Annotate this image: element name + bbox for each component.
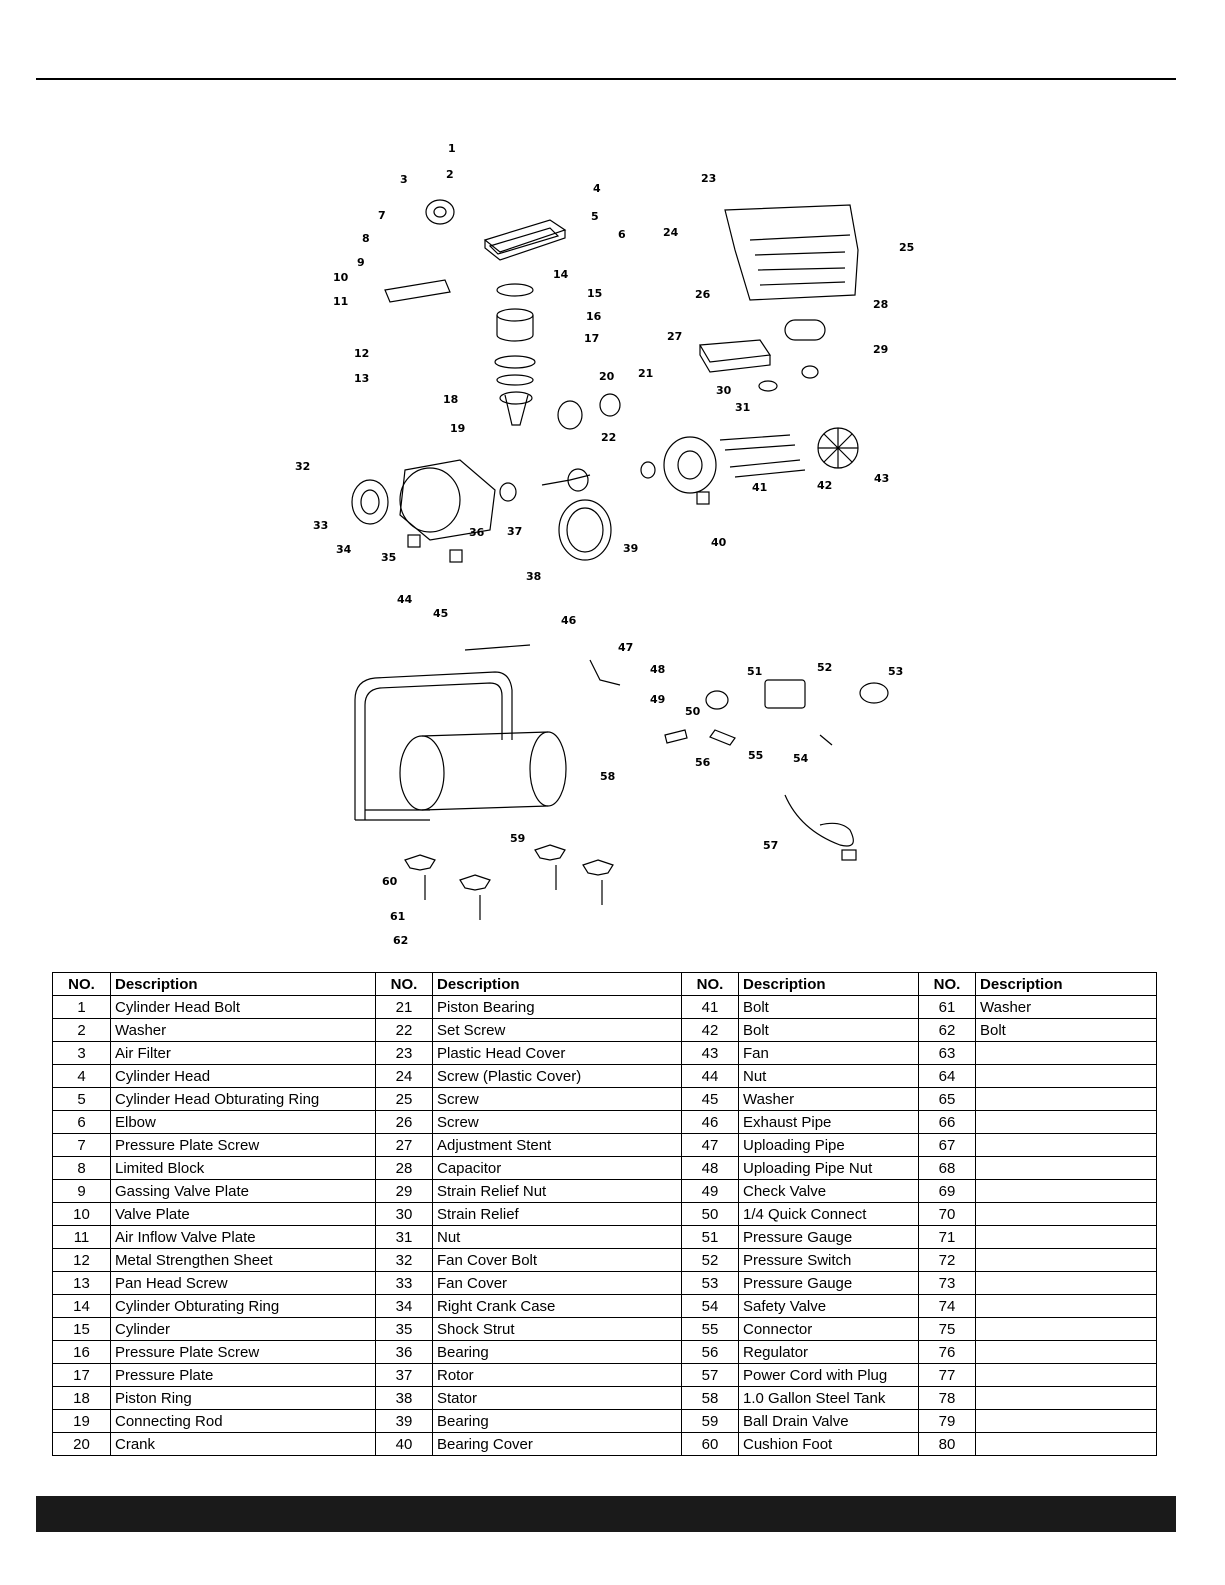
table-row: [53, 1226, 1157, 1249]
part-number: 39: [376, 1410, 433, 1433]
table-row: [53, 1387, 1157, 1410]
part-description: Plastic Head Cover: [433, 1042, 682, 1065]
callout-label-46: 46: [561, 614, 577, 627]
part-description: Stator: [433, 1387, 682, 1410]
part-description: Metal Strengthen Sheet: [111, 1249, 376, 1272]
callout-label-58: 58: [600, 770, 616, 783]
header-no-4: NO.: [919, 973, 976, 996]
part-description: Uploading Pipe Nut: [739, 1157, 919, 1180]
part-description: Bolt: [976, 1019, 1157, 1042]
callout-label-41: 41: [752, 481, 768, 494]
part-description: Crank: [111, 1433, 376, 1456]
part-number: 23: [376, 1042, 433, 1065]
pressure-switch-shape: [765, 680, 805, 708]
diagram-canvas: [280, 130, 940, 960]
part-number: 4: [53, 1065, 111, 1088]
callout-label-17: 17: [584, 332, 600, 345]
part-number: 18: [53, 1387, 111, 1410]
part-number: 75: [919, 1318, 976, 1341]
callout-label-2: 2: [446, 168, 454, 181]
part-description: [976, 1272, 1157, 1295]
quick-connect-shape: [665, 730, 687, 743]
callout-label-6: 6: [618, 228, 626, 241]
callout-label-33: 33: [313, 519, 329, 532]
part-number: 51: [682, 1226, 739, 1249]
callout-label-23: 23: [701, 172, 717, 185]
callout-label-51: 51: [747, 665, 763, 678]
header-description-1: Description: [111, 973, 376, 996]
part-number: 20: [53, 1433, 111, 1456]
part-description: Fan Cover Bolt: [433, 1249, 682, 1272]
callout-label-18: 18: [443, 393, 459, 406]
callout-label-49: 49: [650, 693, 666, 706]
part-number: 48: [682, 1157, 739, 1180]
part-description: Strain Relief: [433, 1203, 682, 1226]
callout-label-30: 30: [716, 384, 732, 397]
part-description: [976, 1410, 1157, 1433]
callout-label-13: 13: [354, 372, 370, 385]
part-number: 68: [919, 1157, 976, 1180]
part-number: 5: [53, 1088, 111, 1111]
table-row: [53, 1111, 1157, 1134]
callout-label-38: 38: [526, 570, 542, 583]
callout-label-56: 56: [695, 756, 711, 769]
part-number: 11: [53, 1226, 111, 1249]
valve-plate-shape: [385, 280, 450, 302]
part-description: [976, 1364, 1157, 1387]
header-description-2: Description: [433, 973, 682, 996]
exploded-parts-diagram: [280, 130, 940, 960]
callout-label-19: 19: [450, 422, 466, 435]
part-description: Nut: [739, 1065, 919, 1088]
callout-label-53: 53: [888, 665, 904, 678]
part-description: [976, 1341, 1157, 1364]
part-number: 49: [682, 1180, 739, 1203]
part-description: [976, 1180, 1157, 1203]
part-number: 74: [919, 1295, 976, 1318]
regulator-shape: [710, 730, 735, 745]
part-description: Piston Bearing: [433, 996, 682, 1019]
part-description: Air Inflow Valve Plate: [111, 1226, 376, 1249]
part-number: 32: [376, 1249, 433, 1272]
part-number: 79: [919, 1410, 976, 1433]
part-description: Rotor: [433, 1364, 682, 1387]
part-number: 3: [53, 1042, 111, 1065]
exhaust-pipe-shape: [465, 645, 530, 650]
part-description: Fan: [739, 1042, 919, 1065]
callout-label-61: 61: [390, 910, 406, 923]
rotor-shaft: [542, 475, 590, 485]
table-row: [53, 1364, 1157, 1387]
part-number: 45: [682, 1088, 739, 1111]
table-row: [53, 1410, 1157, 1433]
callout-label-28: 28: [873, 298, 889, 311]
callout-label-20: 20: [599, 370, 615, 383]
part-description: Cylinder Head: [111, 1065, 376, 1088]
callout-label-9: 9: [357, 256, 365, 269]
part-number: 35: [376, 1318, 433, 1341]
part-number: 2: [53, 1019, 111, 1042]
adjustment-stent-shape: [700, 340, 770, 362]
part-description: Bearing Cover: [433, 1433, 682, 1456]
part-number: 70: [919, 1203, 976, 1226]
bearing-cover-shape: [664, 437, 716, 493]
callout-label-52: 52: [817, 661, 833, 674]
part-description: Pan Head Screw: [111, 1272, 376, 1295]
part-number: 69: [919, 1180, 976, 1203]
part-description: Valve Plate: [111, 1203, 376, 1226]
capacitor-shape: [785, 320, 825, 340]
part-number: 72: [919, 1249, 976, 1272]
part-number: 73: [919, 1272, 976, 1295]
part-description: Pressure Plate Screw: [111, 1134, 376, 1157]
part-number: 6: [53, 1111, 111, 1134]
table-row: [53, 1065, 1157, 1088]
callout-label-27: 27: [667, 330, 683, 343]
part-number: 60: [682, 1433, 739, 1456]
uploading-pipe-shape: [590, 660, 620, 685]
table-row: [53, 996, 1157, 1019]
parts-table-body: [53, 996, 1157, 1456]
table-row: [53, 1249, 1157, 1272]
part-number: 62: [919, 1019, 976, 1042]
callout-label-3: 3: [400, 173, 408, 186]
part-number: 50: [682, 1203, 739, 1226]
callout-label-4: 4: [593, 182, 601, 195]
part-number: 76: [919, 1341, 976, 1364]
part-description: Washer: [111, 1019, 376, 1042]
callout-label-54: 54: [793, 752, 809, 765]
part-description: Screw: [433, 1088, 682, 1111]
part-description: Screw: [433, 1111, 682, 1134]
part-description: Air Filter: [111, 1042, 376, 1065]
part-description: Piston Ring: [111, 1387, 376, 1410]
table-row: [53, 1180, 1157, 1203]
part-description: Cylinder: [111, 1318, 376, 1341]
callout-label-37: 37: [507, 525, 523, 538]
callout-label-42: 42: [817, 479, 833, 492]
callout-label-60: 60: [382, 875, 398, 888]
part-description: Ball Drain Valve: [739, 1410, 919, 1433]
part-description: Cylinder Obturating Ring: [111, 1295, 376, 1318]
callout-label-29: 29: [873, 343, 889, 356]
table-row: [53, 1088, 1157, 1111]
header-description-3: Description: [739, 973, 919, 996]
part-description: Nut: [433, 1226, 682, 1249]
air-filter-shape: [426, 200, 454, 224]
part-description: Exhaust Pipe: [739, 1111, 919, 1134]
part-description: Capacitor: [433, 1157, 682, 1180]
table-row: [53, 1272, 1157, 1295]
part-number: 77: [919, 1364, 976, 1387]
part-description: Pressure Gauge: [739, 1226, 919, 1249]
part-number: 64: [919, 1065, 976, 1088]
callout-label-34: 34: [336, 543, 352, 556]
part-description: 1.0 Gallon Steel Tank: [739, 1387, 919, 1410]
fan-cover-shape: [352, 480, 388, 524]
part-number: 21: [376, 996, 433, 1019]
part-number: 22: [376, 1019, 433, 1042]
table-row: [53, 1134, 1157, 1157]
part-number: 34: [376, 1295, 433, 1318]
part-number: 1: [53, 996, 111, 1019]
part-description: Limited Block: [111, 1157, 376, 1180]
callout-label-21: 21: [638, 367, 654, 380]
part-description: [976, 1065, 1157, 1088]
callout-label-25: 25: [899, 241, 915, 254]
part-description: Gassing Valve Plate: [111, 1180, 376, 1203]
part-number: 24: [376, 1065, 433, 1088]
table-header-row: [53, 973, 1157, 996]
callout-label-36: 36: [469, 526, 485, 539]
part-number: 61: [919, 996, 976, 1019]
part-number: 54: [682, 1295, 739, 1318]
table-row: [53, 1157, 1157, 1180]
part-description: [976, 1387, 1157, 1410]
part-number: 78: [919, 1387, 976, 1410]
part-number: 13: [53, 1272, 111, 1295]
callout-label-1: 1: [448, 142, 456, 155]
callout-label-44: 44: [397, 593, 413, 606]
parts-list-table: [52, 972, 1157, 1456]
callout-label-12: 12: [354, 347, 370, 360]
part-number: 46: [682, 1111, 739, 1134]
part-number: 66: [919, 1111, 976, 1134]
part-description: Adjustment Stent: [433, 1134, 682, 1157]
part-description: [976, 1134, 1157, 1157]
part-number: 44: [682, 1065, 739, 1088]
table-row: [53, 1295, 1157, 1318]
part-number: 17: [53, 1364, 111, 1387]
callout-labels: [295, 142, 914, 947]
part-description: Washer: [976, 996, 1157, 1019]
part-number: 71: [919, 1226, 976, 1249]
pressure-gauge-shape: [706, 691, 728, 709]
cylinder-ring-shape: [497, 284, 533, 296]
part-description: Connector: [739, 1318, 919, 1341]
callout-label-35: 35: [381, 551, 397, 564]
part-number: 41: [682, 996, 739, 1019]
callout-label-59: 59: [510, 832, 526, 845]
part-description: [976, 1157, 1157, 1180]
part-description: [976, 1203, 1157, 1226]
connecting-rod-shape: [505, 395, 528, 425]
part-description: [976, 1088, 1157, 1111]
part-number: 65: [919, 1088, 976, 1111]
part-description: [976, 1318, 1157, 1341]
part-number: 12: [53, 1249, 111, 1272]
part-description: Cushion Foot: [739, 1433, 919, 1456]
part-description: Pressure Gauge: [739, 1272, 919, 1295]
part-number: 27: [376, 1134, 433, 1157]
callout-label-62: 62: [393, 934, 409, 947]
part-number: 26: [376, 1111, 433, 1134]
part-description: Check Valve: [739, 1180, 919, 1203]
top-rule: [36, 78, 1176, 80]
power-cord-shape: [785, 795, 853, 846]
crank-shape: [558, 401, 582, 429]
part-number: 56: [682, 1341, 739, 1364]
callout-label-26: 26: [695, 288, 711, 301]
callout-label-7: 7: [378, 209, 386, 222]
bolts-shape: [720, 435, 805, 477]
part-description: Power Cord with Plug: [739, 1364, 919, 1387]
part-number: 19: [53, 1410, 111, 1433]
callout-label-48: 48: [650, 663, 666, 676]
callout-label-14: 14: [553, 268, 569, 281]
table-row: [53, 1203, 1157, 1226]
part-description: Shock Strut: [433, 1318, 682, 1341]
table-row: [53, 1019, 1157, 1042]
table-row: [53, 1341, 1157, 1364]
part-number: 59: [682, 1410, 739, 1433]
part-description: Washer: [739, 1088, 919, 1111]
callout-label-11: 11: [333, 295, 349, 308]
callout-label-32: 32: [295, 460, 311, 473]
part-number: 10: [53, 1203, 111, 1226]
part-description: [976, 1249, 1157, 1272]
part-number: 30: [376, 1203, 433, 1226]
part-number: 43: [682, 1042, 739, 1065]
part-description: 1/4 Quick Connect: [739, 1203, 919, 1226]
part-number: 9: [53, 1180, 111, 1203]
part-description: Strain Relief Nut: [433, 1180, 682, 1203]
part-number: 36: [376, 1341, 433, 1364]
callout-label-43: 43: [874, 472, 890, 485]
part-number: 58: [682, 1387, 739, 1410]
part-number: 38: [376, 1387, 433, 1410]
table-row: [53, 1042, 1157, 1065]
header-no-3: NO.: [682, 973, 739, 996]
header-description-4: Description: [976, 973, 1157, 996]
callout-label-55: 55: [748, 749, 764, 762]
part-number: 55: [682, 1318, 739, 1341]
part-number: 33: [376, 1272, 433, 1295]
steel-tank-shape: [400, 736, 444, 810]
part-description: Uploading Pipe: [739, 1134, 919, 1157]
callout-label-22: 22: [601, 431, 617, 444]
part-number: 42: [682, 1019, 739, 1042]
part-description: Pressure Plate: [111, 1364, 376, 1387]
part-description: Bearing: [433, 1410, 682, 1433]
header-no-1: NO.: [53, 973, 111, 996]
part-number: 25: [376, 1088, 433, 1111]
part-description: [976, 1226, 1157, 1249]
part-description: Pressure Switch: [739, 1249, 919, 1272]
callout-label-16: 16: [586, 310, 602, 323]
part-description: [976, 1433, 1157, 1456]
part-number: 29: [376, 1180, 433, 1203]
callout-label-39: 39: [623, 542, 639, 555]
callout-label-8: 8: [362, 232, 370, 245]
part-description: Bolt: [739, 1019, 919, 1042]
part-number: 57: [682, 1364, 739, 1387]
part-number: 16: [53, 1341, 111, 1364]
part-number: 63: [919, 1042, 976, 1065]
callout-label-47: 47: [618, 641, 634, 654]
part-number: 31: [376, 1226, 433, 1249]
part-description: Fan Cover: [433, 1272, 682, 1295]
part-description: [976, 1295, 1157, 1318]
shock-strut-shape: [408, 535, 420, 547]
part-number: 47: [682, 1134, 739, 1157]
part-description: Cylinder Head Obturating Ring: [111, 1088, 376, 1111]
part-number: 8: [53, 1157, 111, 1180]
part-description: Right Crank Case: [433, 1295, 682, 1318]
part-number: 14: [53, 1295, 111, 1318]
part-description: [976, 1111, 1157, 1134]
part-description: Regulator: [739, 1341, 919, 1364]
part-description: Safety Valve: [739, 1295, 919, 1318]
handle-frame-shape: [355, 672, 512, 820]
header-no-2: NO.: [376, 973, 433, 996]
part-number: 7: [53, 1134, 111, 1157]
callout-label-15: 15: [587, 287, 603, 300]
callout-label-45: 45: [433, 607, 449, 620]
part-description: Set Screw: [433, 1019, 682, 1042]
table-row: [53, 1318, 1157, 1341]
part-number: 80: [919, 1433, 976, 1456]
part-number: 28: [376, 1157, 433, 1180]
cushion-foot-shape: [405, 855, 435, 870]
callout-label-5: 5: [591, 210, 599, 223]
part-description: Bolt: [739, 996, 919, 1019]
part-number: 67: [919, 1134, 976, 1157]
callout-label-31: 31: [735, 401, 751, 414]
diagram-drawing: [352, 200, 888, 920]
part-description: Bearing: [433, 1341, 682, 1364]
callout-label-57: 57: [763, 839, 779, 852]
callout-label-24: 24: [663, 226, 679, 239]
part-number: 15: [53, 1318, 111, 1341]
part-number: 53: [682, 1272, 739, 1295]
part-number: 40: [376, 1433, 433, 1456]
part-number: 52: [682, 1249, 739, 1272]
footer-bar: [36, 1496, 1176, 1532]
callout-label-50: 50: [685, 705, 701, 718]
part-description: Pressure Plate Screw: [111, 1341, 376, 1364]
callout-label-10: 10: [333, 271, 349, 284]
part-number: 37: [376, 1364, 433, 1387]
callout-label-40: 40: [711, 536, 727, 549]
part-description: [976, 1042, 1157, 1065]
part-description: Cylinder Head Bolt: [111, 996, 376, 1019]
part-description: Elbow: [111, 1111, 376, 1134]
part-description: Connecting Rod: [111, 1410, 376, 1433]
table-row: [53, 1433, 1157, 1456]
part-description: Screw (Plastic Cover): [433, 1065, 682, 1088]
